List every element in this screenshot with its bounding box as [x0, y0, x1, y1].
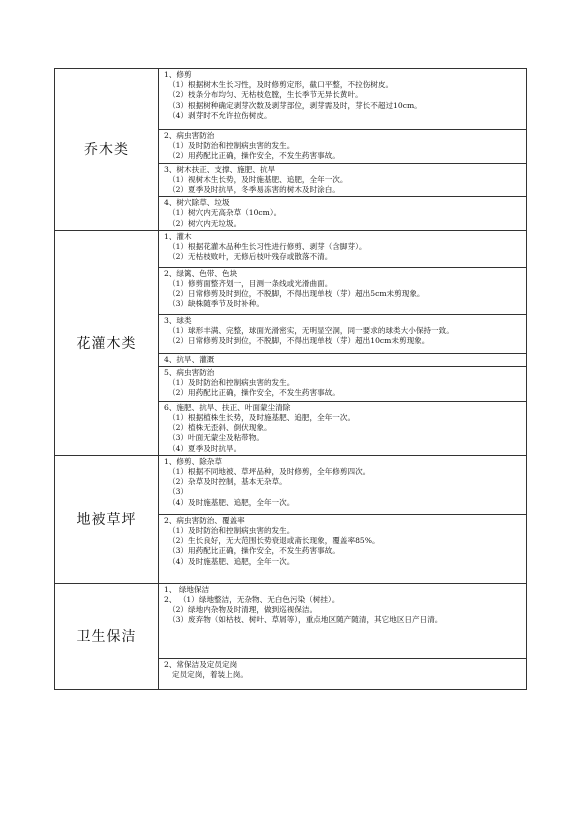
table-body [55, 69, 527, 690]
item-detail-line: （2）用药配比正确，操作安全，不发生药害事故。 [168, 151, 340, 161]
standard-item-cell [159, 366, 527, 401]
standard-item-cell [159, 163, 527, 197]
item-detail-line: （4）及时施基肥、追肥，全年一次。 [168, 556, 295, 566]
table-row [55, 230, 527, 267]
item-heading: 5、病虫害防治 [164, 367, 215, 377]
item-detail-line: （4）及时施基肥、追肥，全年一次。 [168, 497, 295, 507]
item-detail-line: （1）根据树木生长习性，及时修剪定形，截口平整，不拉伤树皮。 [168, 80, 394, 90]
item-heading: 2、 （1）绿地整洁，无杂物、无白色污染（树挂）。 [164, 595, 340, 604]
item-heading: 1、 绿地保洁 [164, 584, 210, 594]
standard-item-cell [159, 267, 527, 314]
maintenance-standards-table [54, 68, 527, 690]
table-row [55, 583, 527, 658]
item-heading: 1、修剪 [164, 70, 192, 79]
item-heading: 4、抗旱、灌溉 [164, 354, 215, 364]
standard-item-cell [159, 583, 527, 658]
item-detail-line: （4）剥芽时不允许拉伤树皮。 [168, 110, 272, 120]
item-detail-line: （2）用药配比正确，操作安全，不发生药害事故。 [168, 388, 340, 398]
item-detail-line: 定员定岗，着装上岗。 [172, 670, 248, 679]
item-detail-line: （1）根据植株生长势，及时施基肥、追肥，全年一次。 [168, 413, 356, 423]
item-heading: 4、树穴除草、垃圾 [164, 198, 230, 208]
standard-item-cell [159, 230, 527, 267]
item-detail-line: （1）球形丰满、完整，球面光滑密实，无明显空洞，同一要求的球类大小保持一致。 [168, 325, 454, 335]
item-heading: 2、病虫害防治、覆盖率 [164, 515, 245, 525]
item-detail-line: （1）及时防治和控制病虫害的发生。 [168, 378, 295, 388]
item-detail-line: （2）生长良好，无大范围长势衰退或斋长现象，覆盖率85%。 [168, 536, 380, 546]
standard-item-cell [159, 455, 527, 514]
item-detail-line: （2）日常修剪及时到位，不脱脚，不得出现单枝（芽）超出10cm未剪现象。 [168, 336, 430, 346]
standard-item-cell [159, 197, 527, 231]
standard-item-cell [159, 658, 527, 689]
item-detail-line: （2）树穴内无垃圾。 [168, 218, 242, 228]
item-detail-line: （3）缺株随季节及时补种。 [168, 299, 264, 309]
standard-item-cell [159, 401, 527, 455]
standard-item-cell [159, 69, 527, 130]
item-heading: 3、树木扶正、支撑、施肥、抗旱 [164, 164, 276, 174]
item-detail-line: （3）根据树种确定剥芽次数及剥芽部位，剥芽需及时，芽长不超过10cm。 [168, 100, 422, 110]
category-trees: 乔木类 [55, 69, 159, 231]
standard-item-cell [159, 314, 527, 353]
item-heading: 1、修剪、除杂草 [164, 456, 222, 466]
item-detail-line: （1）树穴内无高杂草（10cm）。 [168, 208, 282, 218]
item-detail-line: （1）及时防治和控制病虫害的发生。 [168, 526, 295, 535]
item-detail-line: （2）绿地内杂物及时清理，做到巡视保洁。 [168, 605, 318, 615]
item-detail-line: （1）视树木生长势，及时施基肥、追肥，全年一次。 [168, 174, 348, 184]
item-heading: 1、灌木 [164, 231, 192, 241]
item-heading: 2、病虫害防治 [164, 131, 215, 140]
item-detail-line: （1）及时防治和控制病虫害的发生。 [168, 141, 295, 151]
item-detail-line: （3）叶面无蒙尘及粘带物。 [168, 433, 264, 443]
category-shrubs: 花灌木类 [55, 230, 159, 455]
item-heading: 6、施肥、抗旱、扶正、叶面蒙尘清除 [164, 402, 291, 412]
item-detail-line: （1）修剪面整齐划一，目测一条线或光滑曲面。 [168, 278, 333, 288]
item-detail-line: （1）根据不同地被、草坪品种，及时修剪，全年修剪四次。 [168, 467, 371, 476]
item-detail-line: （2）杂草及时控制，基本无杂草。 [168, 477, 287, 487]
table-row [55, 69, 527, 130]
item-heading: 2、绿篱、色带、色块 [164, 268, 238, 278]
item-detail-line: （3） [168, 487, 189, 497]
item-detail-line: （2）日常修剪及时到位，不脱脚，不得出现单枝（芽）超出5cm未剪现象。 [168, 289, 425, 299]
category-sanitation: 卫生保洁 [55, 583, 159, 689]
standard-item-cell [159, 353, 527, 366]
item-heading: 3、球类 [164, 315, 192, 325]
standard-item-cell [159, 130, 527, 164]
item-detail-line: （4）夏季及时抗旱。 [168, 443, 242, 453]
item-detail-line: （2）夏季及时抗旱，冬季易冻害的树木及时涂白。 [168, 184, 340, 194]
item-detail-line: （1）根据花灌木品种生长习性进行修剪、剥芽（含脚芽）。 [168, 241, 367, 251]
table-row [55, 455, 527, 514]
item-detail-line: （3）废弃物（如枯枝、树叶、草屑等），重点地区随产随清，其它地区日产日清。 [168, 615, 443, 625]
item-heading: 2、常保洁及定员定岗 [164, 659, 238, 669]
item-detail-line: （3）用药配比正确，操作安全，不发生药害事故。 [168, 546, 340, 556]
item-detail-line: （2）植株无歪斜、倒伏现象。 [168, 423, 272, 433]
item-detail-line: （2）无枯枝败叶，无修后枝叶残存或散落不清。 [168, 252, 333, 262]
standard-item-cell [159, 514, 527, 583]
item-detail-line: （2）枝条分布均匀、无枯枝危膛，生长季节无异长黄叶。 [168, 90, 363, 100]
category-groundcover: 地被草坪 [55, 455, 159, 583]
